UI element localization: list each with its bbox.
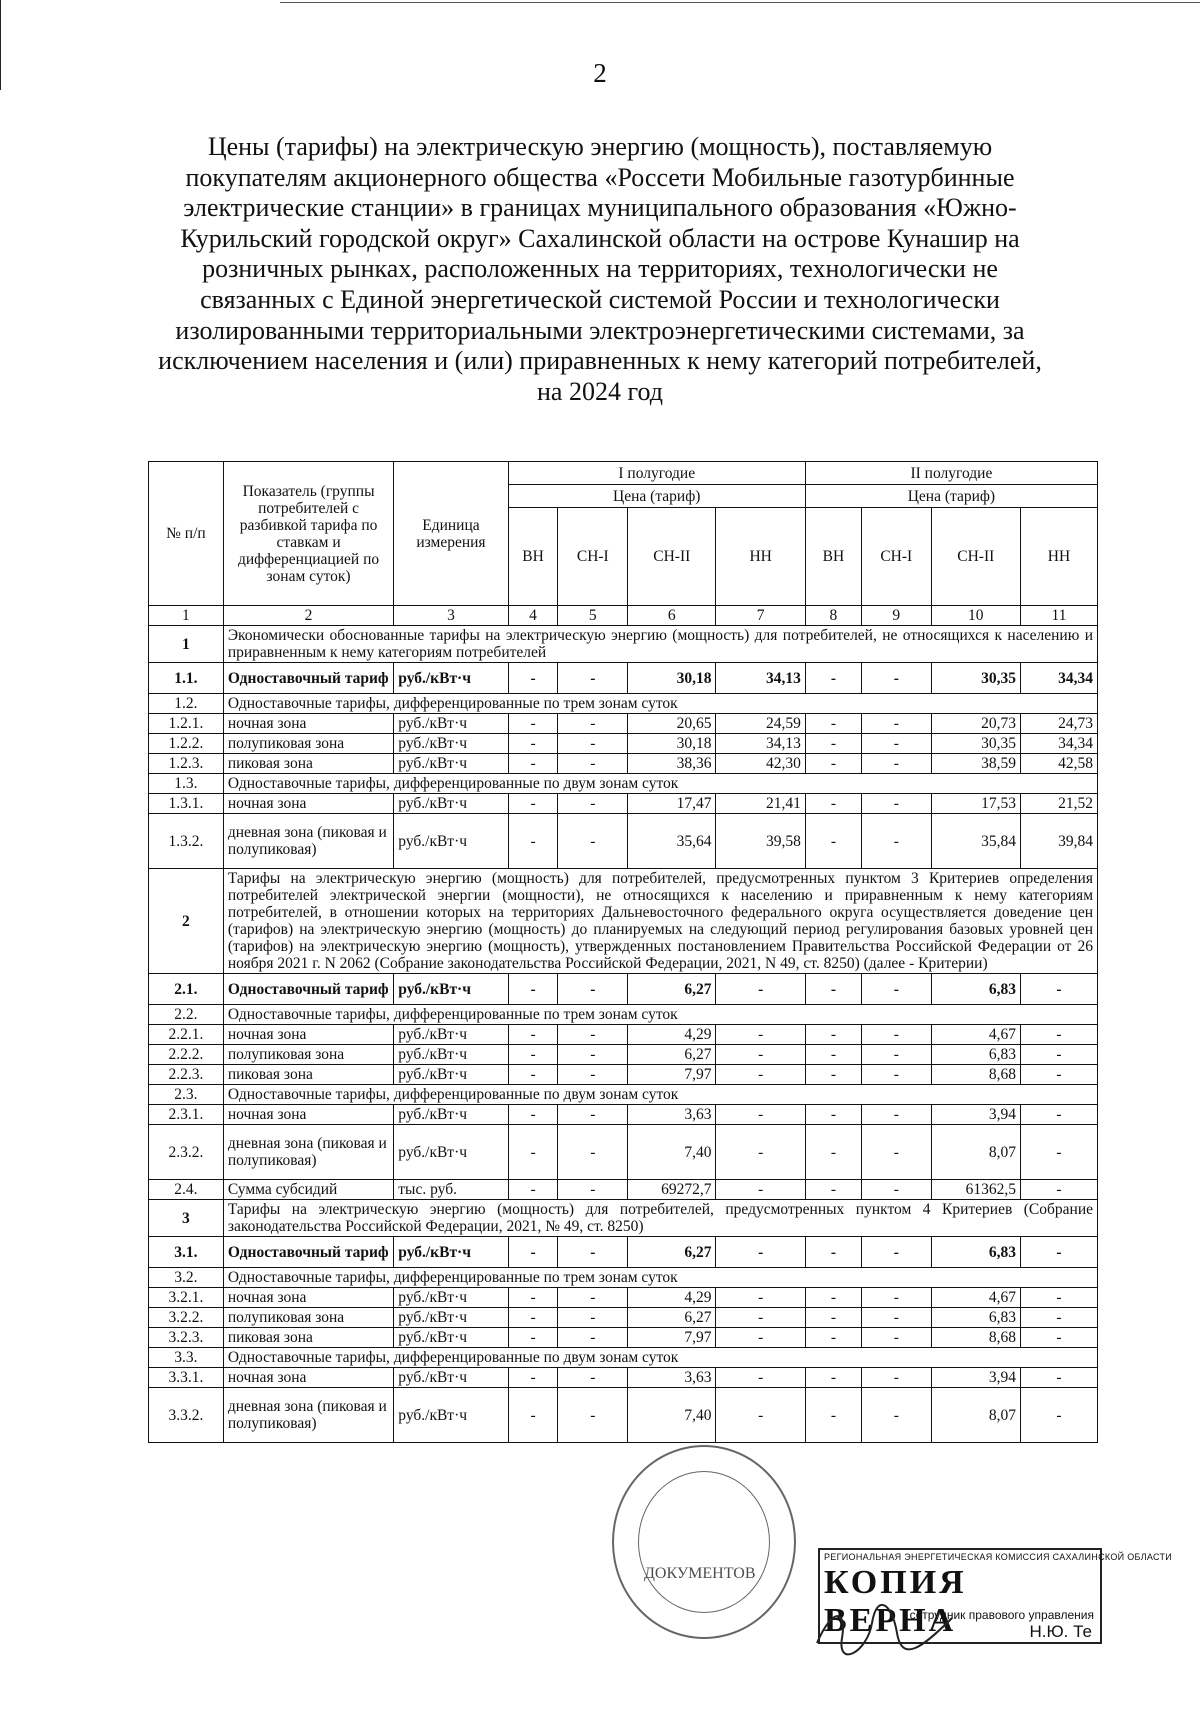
price-cell: - (558, 1237, 628, 1268)
price-cell: 7,97 (628, 1065, 716, 1085)
column-number: 10 (931, 606, 1020, 626)
price-cell: - (861, 754, 931, 774)
price-cell: - (1020, 1065, 1097, 1085)
row-number: 1.3.2. (149, 814, 224, 869)
price-cell: 3,94 (931, 1368, 1020, 1388)
price-cell: - (558, 663, 628, 694)
subsection-row (149, 1005, 1098, 1025)
document-title: Цены (тарифы) на электрическую энергию (мощность), поставляемую покупателям акционерного общества «Россети Мобильные газотурбинные электрические станции» в границах муниципального образования «Южно-Курильский городской округ» Сахалинской области на острове Кунашир на розничных рынках, расположенных на территориях, технологически не связанных с Единой энергетической системой России и технологически изолированными территориальными электроэнергетическими системами, за исключением населения и (или) приравненных к нему категорий потребителей, на 2024 год (158, 132, 1042, 406)
price-cell: - (716, 1368, 805, 1388)
row-number: 2.1. (149, 974, 224, 1005)
price-cell: - (861, 1180, 931, 1200)
row-indicator: Одноставочный тариф (223, 1237, 393, 1268)
price-cell: - (1020, 1180, 1097, 1200)
row-number: 1 (149, 626, 224, 663)
price-cell: 20,65 (628, 714, 716, 734)
row-number: 2.4. (149, 1180, 224, 1200)
header-level: НН (1020, 508, 1097, 606)
price-cell: - (805, 1388, 861, 1443)
price-cell: - (558, 814, 628, 869)
row-number: 1.2. (149, 694, 224, 714)
row-number: 1.3. (149, 774, 224, 794)
price-cell: 38,36 (628, 754, 716, 774)
round-seal-inner-ring (638, 1471, 770, 1613)
price-cell: - (1020, 1237, 1097, 1268)
price-cell: 8,68 (931, 1065, 1020, 1085)
row-unit: руб./кВт·ч (394, 1125, 508, 1180)
table-row (149, 754, 1098, 774)
subsection-row (149, 1268, 1098, 1288)
row-unit: руб./кВт·ч (394, 663, 508, 694)
price-cell: - (805, 1065, 861, 1085)
price-cell: - (508, 1105, 558, 1125)
price-cell: - (805, 754, 861, 774)
price-cell: - (861, 794, 931, 814)
table-row (149, 1368, 1098, 1388)
column-number: 2 (223, 606, 393, 626)
price-cell: 24,73 (1020, 714, 1097, 734)
column-number: 4 (508, 606, 558, 626)
price-cell: 4,29 (628, 1025, 716, 1045)
row-unit: руб./кВт·ч (394, 814, 508, 869)
price-cell: 7,97 (628, 1328, 716, 1348)
price-cell: - (558, 1105, 628, 1125)
table-row (149, 1388, 1098, 1443)
price-cell: - (558, 1368, 628, 1388)
price-cell: 3,63 (628, 1105, 716, 1125)
price-cell: 7,40 (628, 1388, 716, 1443)
price-cell: - (558, 974, 628, 1005)
header-level: НН (716, 508, 805, 606)
price-cell: 20,73 (931, 714, 1020, 734)
table-row (149, 814, 1098, 869)
price-cell: 6,27 (628, 1045, 716, 1065)
price-cell: 6,83 (931, 974, 1020, 1005)
price-cell: - (558, 1388, 628, 1443)
column-number: 5 (558, 606, 628, 626)
table-row (149, 1065, 1098, 1085)
price-cell: - (805, 714, 861, 734)
section-title: Тарифы на электрическую энергию (мощность) для потребителей, предусмотренных пунктом 4 Критериев (Собрание законодательства Российской Федерации, 2021, № 49, ст. 8250) (223, 1200, 1097, 1237)
column-number: 8 (805, 606, 861, 626)
row-number: 1.2.1. (149, 714, 224, 734)
price-cell: 8,07 (931, 1125, 1020, 1180)
price-cell: - (508, 1237, 558, 1268)
price-cell: 61362,5 (931, 1180, 1020, 1200)
section-title: Экономически обоснованные тарифы на электрическую энергию (мощность) для потребителей, не относящихся к населению и приравненным к нему категориям потребителей (223, 626, 1097, 663)
price-cell: - (716, 1125, 805, 1180)
header-level: СН-II (628, 508, 716, 606)
row-number: 2.3.2. (149, 1125, 224, 1180)
header-price-half1: Цена (тариф) (508, 485, 805, 508)
row-indicator: ночная зона (223, 794, 393, 814)
section-row (149, 869, 1098, 974)
table-row (149, 663, 1098, 694)
row-unit: руб./кВт·ч (394, 1105, 508, 1125)
price-cell: - (861, 814, 931, 869)
row-number: 1.2.2. (149, 734, 224, 754)
certified-copy-name: Н.Ю. Те (1029, 1622, 1092, 1641)
subsection-row (149, 1348, 1098, 1368)
header-unit: Единица измерения (394, 462, 508, 606)
table-row (149, 1288, 1098, 1308)
price-cell: - (805, 1105, 861, 1125)
price-cell: - (508, 1045, 558, 1065)
price-cell: - (1020, 974, 1097, 1005)
price-cell: - (558, 734, 628, 754)
row-number: 3.2.1. (149, 1288, 224, 1308)
price-cell: - (861, 1237, 931, 1268)
header-num: № п/п (149, 462, 224, 606)
row-number: 3.2. (149, 1268, 224, 1288)
price-cell: 17,47 (628, 794, 716, 814)
price-cell: - (508, 1288, 558, 1308)
price-cell: - (716, 1025, 805, 1045)
price-cell: - (508, 1180, 558, 1200)
price-cell: - (716, 1288, 805, 1308)
price-cell: - (861, 714, 931, 734)
price-cell: 42,58 (1020, 754, 1097, 774)
price-cell: - (508, 1125, 558, 1180)
price-cell: - (805, 794, 861, 814)
price-cell: - (861, 663, 931, 694)
price-cell: - (558, 1045, 628, 1065)
subsection-title: Одноставочные тарифы, дифференцированные по трем зонам суток (223, 1268, 1097, 1288)
column-number: 11 (1020, 606, 1097, 626)
price-cell: - (558, 714, 628, 734)
column-number: 3 (394, 606, 508, 626)
price-cell: - (861, 1388, 931, 1443)
price-cell: - (861, 1308, 931, 1328)
row-number: 2.3.1. (149, 1105, 224, 1125)
column-number: 7 (716, 606, 805, 626)
row-indicator: пиковая зона (223, 1328, 393, 1348)
row-unit: руб./кВт·ч (394, 1025, 508, 1045)
price-cell: - (805, 1125, 861, 1180)
row-indicator: пиковая зона (223, 754, 393, 774)
row-indicator: ночная зона (223, 1288, 393, 1308)
row-indicator: Сумма субсидий (223, 1180, 393, 1200)
table-row (149, 1105, 1098, 1125)
price-cell: 8,68 (931, 1328, 1020, 1348)
subsection-title: Одноставочные тарифы, дифференцированные по трем зонам суток (223, 694, 1097, 714)
row-unit: руб./кВт·ч (394, 1388, 508, 1443)
certified-copy-role: сотрудник правового управления (909, 1608, 1094, 1622)
section-title: Тарифы на электрическую энергию (мощность) для потребителей, предусмотренных пунктом 3 Критериев определения потребителей электрической энергии (мощности), не относящихся к населению и приравненным к нему категориям потребителей, в отношении которых на территориях Дальневосточного федерального округа осуществляется доведение цен (тарифов) на электрическую энергию (мощность) до планируемых на следующий период регулирования базовых уровней цен (тарифов) на электрическую энергию (мощность), утвержденных постановлением Правительства Российской Федерации от 26 ноября 2021 г. N 2062 (Собрание законодательства Российской Федерации, 2021, N 49, ст. 8250) (далее - Критерии) (223, 869, 1097, 974)
price-cell: 24,59 (716, 714, 805, 734)
signature (812, 1598, 962, 1658)
price-cell: - (508, 754, 558, 774)
price-cell: - (558, 1308, 628, 1328)
header-level: СН-II (931, 508, 1020, 606)
row-indicator: полупиковая зона (223, 734, 393, 754)
header-indicator: Показатель (группы потребителей с разбивкой тарифа по ставкам и дифференциацией по зонам суток) (223, 462, 393, 606)
row-number: 3.3.1. (149, 1368, 224, 1388)
row-number: 2 (149, 869, 224, 974)
column-number-row (149, 606, 1098, 626)
row-number: 3.2.3. (149, 1328, 224, 1348)
price-cell: - (861, 974, 931, 1005)
price-cell: 30,35 (931, 734, 1020, 754)
row-indicator: полупиковая зона (223, 1308, 393, 1328)
row-number: 3.3. (149, 1348, 224, 1368)
price-cell: - (508, 1308, 558, 1328)
price-cell: - (1020, 1105, 1097, 1125)
price-cell: 35,64 (628, 814, 716, 869)
round-seal-text: ДОКУМЕНТОВ (644, 1565, 756, 1582)
price-cell: - (508, 1368, 558, 1388)
price-cell: - (861, 1065, 931, 1085)
price-cell: 6,27 (628, 1308, 716, 1328)
price-cell: - (716, 1237, 805, 1268)
certified-copy-org: РЕГИОНАЛЬНАЯ ЭНЕРГЕТИЧЕСКАЯ КОМИССИЯ САХАЛИНСКОЙ ОБЛАСТИ (824, 1552, 1173, 1562)
price-cell: - (508, 974, 558, 1005)
price-cell: 6,83 (931, 1237, 1020, 1268)
row-indicator: дневная зона (пиковая и полупиковая) (223, 1125, 393, 1180)
row-unit: руб./кВт·ч (394, 1368, 508, 1388)
table-row (149, 1025, 1098, 1045)
row-number: 1.2.3. (149, 754, 224, 774)
price-cell: 6,27 (628, 974, 716, 1005)
price-cell: 30,18 (628, 734, 716, 754)
row-indicator: полупиковая зона (223, 1045, 393, 1065)
column-number: 1 (149, 606, 224, 626)
row-indicator: дневная зона (пиковая и полупиковая) (223, 814, 393, 869)
price-cell: 34,13 (716, 734, 805, 754)
price-cell: - (861, 1288, 931, 1308)
price-cell: 4,67 (931, 1288, 1020, 1308)
price-cell: 39,58 (716, 814, 805, 869)
certified-copy-label: КОПИЯ ВЕРНА (824, 1564, 967, 1639)
price-cell: - (508, 1025, 558, 1045)
column-number: 9 (861, 606, 931, 626)
header-price-half2: Цена (тариф) (805, 485, 1097, 508)
price-cell: - (1020, 1125, 1097, 1180)
row-unit: руб./кВт·ч (394, 1288, 508, 1308)
price-cell: 4,67 (931, 1025, 1020, 1045)
table-row (149, 1045, 1098, 1065)
price-cell: 17,53 (931, 794, 1020, 814)
tariff-table (148, 461, 1098, 1443)
table-row (149, 1237, 1098, 1268)
row-number: 2.2.1. (149, 1025, 224, 1045)
price-cell: - (508, 1065, 558, 1085)
table-row (149, 974, 1098, 1005)
price-cell: - (508, 734, 558, 754)
price-cell: - (805, 1045, 861, 1065)
row-number: 2.2. (149, 1005, 224, 1025)
header-level: СН-I (558, 508, 628, 606)
price-cell: - (861, 734, 931, 754)
price-cell: - (805, 1025, 861, 1045)
table-row (149, 1328, 1098, 1348)
price-cell: - (861, 1105, 931, 1125)
header-half1: I полугодие (508, 462, 805, 485)
price-cell: 30,18 (628, 663, 716, 694)
price-cell: - (861, 1125, 931, 1180)
subsection-row (149, 694, 1098, 714)
subsection-title: Одноставочные тарифы, дифференцированные по двум зонам суток (223, 1085, 1097, 1105)
table-body (149, 626, 1098, 1443)
price-cell: - (558, 1065, 628, 1085)
subsection-title: Одноставочные тарифы, дифференцированные по трем зонам суток (223, 1005, 1097, 1025)
page-number: 2 (593, 58, 607, 88)
price-cell: 6,83 (931, 1045, 1020, 1065)
row-unit: руб./кВт·ч (394, 1045, 508, 1065)
price-cell: - (805, 1308, 861, 1328)
price-cell: - (716, 1105, 805, 1125)
row-number: 3.2.2. (149, 1308, 224, 1328)
price-cell: - (558, 1288, 628, 1308)
table-row (149, 1125, 1098, 1180)
row-unit: руб./кВт·ч (394, 1308, 508, 1328)
price-cell: - (716, 1045, 805, 1065)
price-cell: - (1020, 1025, 1097, 1045)
row-indicator: ночная зона (223, 1105, 393, 1125)
row-number: 3.1. (149, 1237, 224, 1268)
price-cell: - (508, 814, 558, 869)
price-cell: - (1020, 1308, 1097, 1328)
row-indicator: дневная зона (пиковая и полупиковая) (223, 1388, 393, 1443)
price-cell: - (558, 1025, 628, 1045)
price-cell: - (1020, 1388, 1097, 1443)
subsection-title: Одноставочные тарифы, дифференцированные по двум зонам суток (223, 1348, 1097, 1368)
price-cell: - (1020, 1368, 1097, 1388)
table-row (149, 714, 1098, 734)
price-cell: - (716, 1180, 805, 1200)
row-indicator: ночная зона (223, 1368, 393, 1388)
price-cell: - (558, 794, 628, 814)
price-cell: 34,34 (1020, 734, 1097, 754)
price-cell: 38,59 (931, 754, 1020, 774)
header-half2: II полугодие (805, 462, 1097, 485)
row-unit: тыс. руб. (394, 1180, 508, 1200)
row-number: 2.2.3. (149, 1065, 224, 1085)
price-cell: 34,13 (716, 663, 805, 694)
row-number: 2.2.2. (149, 1045, 224, 1065)
price-cell: 42,30 (716, 754, 805, 774)
row-unit: руб./кВт·ч (394, 1237, 508, 1268)
column-number: 6 (628, 606, 716, 626)
price-cell: 6,83 (931, 1308, 1020, 1328)
row-indicator: Одноставочный тариф (223, 974, 393, 1005)
row-number: 1.1. (149, 663, 224, 694)
row-unit: руб./кВт·ч (394, 714, 508, 734)
price-cell: 3,63 (628, 1368, 716, 1388)
price-cell: - (558, 754, 628, 774)
section-row (149, 626, 1098, 663)
row-unit: руб./кВт·ч (394, 974, 508, 1005)
price-cell: 4,29 (628, 1288, 716, 1308)
section-row (149, 1200, 1098, 1237)
price-cell: - (508, 714, 558, 734)
subsection-row (149, 1085, 1098, 1105)
price-cell: - (508, 1328, 558, 1348)
row-unit: руб./кВт·ч (394, 794, 508, 814)
price-cell: 21,41 (716, 794, 805, 814)
price-cell: - (716, 1308, 805, 1328)
price-cell: - (805, 1328, 861, 1348)
price-cell: - (805, 1368, 861, 1388)
header-level: ВН (508, 508, 558, 606)
price-cell: 3,94 (931, 1105, 1020, 1125)
price-cell: - (861, 1368, 931, 1388)
table-row (149, 1180, 1098, 1200)
row-number: 3.3.2. (149, 1388, 224, 1443)
price-cell: - (805, 974, 861, 1005)
top-rule (280, 2, 1200, 3)
price-cell: - (861, 1328, 931, 1348)
price-cell: - (508, 663, 558, 694)
price-cell: - (716, 974, 805, 1005)
price-cell: 30,35 (931, 663, 1020, 694)
row-indicator: ночная зона (223, 714, 393, 734)
row-unit: руб./кВт·ч (394, 734, 508, 754)
price-cell: - (558, 1328, 628, 1348)
price-cell: - (805, 814, 861, 869)
price-cell: - (805, 734, 861, 754)
table-row (149, 794, 1098, 814)
price-cell: - (716, 1328, 805, 1348)
row-indicator: пиковая зона (223, 1065, 393, 1085)
price-cell: - (558, 1180, 628, 1200)
price-cell: 8,07 (931, 1388, 1020, 1443)
row-number: 3 (149, 1200, 224, 1237)
subsection-row (149, 774, 1098, 794)
price-cell: - (805, 1180, 861, 1200)
table-row (149, 1308, 1098, 1328)
round-seal (612, 1445, 796, 1639)
price-cell: 21,52 (1020, 794, 1097, 814)
row-indicator: Одноставочный тариф (223, 663, 393, 694)
price-cell: 7,40 (628, 1125, 716, 1180)
price-cell: 35,84 (931, 814, 1020, 869)
price-cell: - (805, 663, 861, 694)
price-cell: - (861, 1045, 931, 1065)
price-cell: - (508, 1388, 558, 1443)
price-cell: - (716, 1065, 805, 1085)
price-cell: - (1020, 1288, 1097, 1308)
price-cell: 6,27 (628, 1237, 716, 1268)
price-cell: - (716, 1388, 805, 1443)
price-cell: - (1020, 1045, 1097, 1065)
row-number: 2.3. (149, 1085, 224, 1105)
price-cell: - (861, 1025, 931, 1045)
row-unit: руб./кВт·ч (394, 1328, 508, 1348)
row-indicator: ночная зона (223, 1025, 393, 1045)
price-cell: - (1020, 1328, 1097, 1348)
row-unit: руб./кВт·ч (394, 1065, 508, 1085)
price-cell: - (805, 1288, 861, 1308)
price-cell: 34,34 (1020, 663, 1097, 694)
price-cell: - (558, 1125, 628, 1180)
row-unit: руб./кВт·ч (394, 754, 508, 774)
table-row (149, 734, 1098, 754)
price-cell: - (508, 794, 558, 814)
table-header (149, 462, 1098, 626)
header-level: ВН (805, 508, 861, 606)
header-level: СН-I (861, 508, 931, 606)
subsection-title: Одноставочные тарифы, дифференцированные по двум зонам суток (223, 774, 1097, 794)
row-number: 1.3.1. (149, 794, 224, 814)
price-cell: 39,84 (1020, 814, 1097, 869)
price-cell: - (805, 1237, 861, 1268)
price-cell: 69272,7 (628, 1180, 716, 1200)
